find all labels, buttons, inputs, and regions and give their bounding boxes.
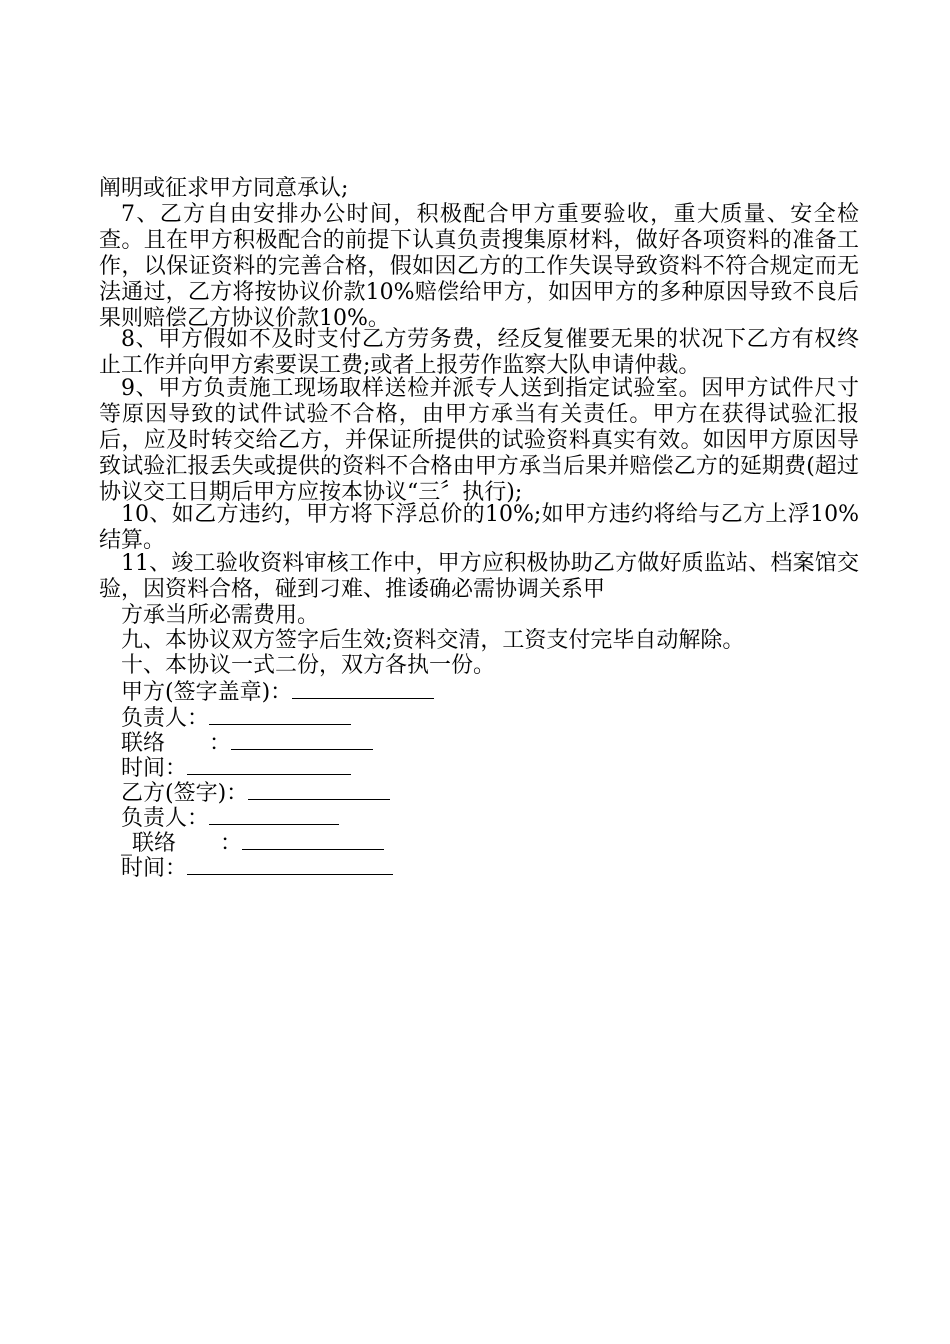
signature-a-responsible-blank — [209, 704, 351, 725]
signature-a-time-blank — [187, 754, 351, 775]
signature-b-time — [121, 854, 393, 882]
signature-b-contact-label: _联络 ： — [121, 831, 243, 856]
paragraph-clause-8: 8、甲方假如不及时支付乙方劳务费，经反复催要无果的状况下乙方有权终止工作并向甲方索要误工费;或者上报劳作监察大队申请仲裁。 — [99, 327, 859, 378]
signature-b-responsible-label: 负责人： — [121, 806, 210, 831]
signature-party-a-label: 甲方(签字盖章)： — [121, 680, 293, 705]
signature-a-contact-blank — [231, 729, 373, 750]
signature-party-b-label: 乙方(签字)： — [121, 781, 249, 806]
signature-b-responsible-blank — [209, 804, 339, 825]
paragraph-article-nine: 九、本协议双方签字后生效;资料交清，工资支付完毕自动解除。 — [121, 628, 745, 653]
signature-b-contact-blank — [242, 829, 384, 850]
signature-party-a-blank — [292, 678, 434, 699]
paragraph-clause-11-tail: 方承当所必需费用。 — [121, 603, 320, 628]
paragraph-clause-11: 11、竣工验收资料审核工作中，甲方应积极协助乙方做好质监站、档案馆交验，因资料合格，碰到刁难、推诿确必需协调关系甲 — [99, 551, 859, 602]
paragraph-article-ten: 十、本协议一式二份，双方各执一份。 — [121, 653, 496, 678]
signature-party-b-blank — [248, 779, 390, 800]
paragraph-clause-7: 7、乙方自由安排办公时间，积极配合甲方重要验收，重大质量、安全检查。且在甲方积极配合的前提下认真负责搜集原材料，做好各项资料的准备工作，以保证资料的完善合格，假如因乙方的工作失误导致资料不符合规定而无法通过，乙方将按协议价款10%赔偿给甲方，如因甲方的多种原因导致不良后果则赔偿乙方协议价款10%。 — [99, 202, 859, 331]
signature-party-b — [121, 779, 390, 807]
signature-party-a — [121, 678, 434, 706]
signature-a-contact — [121, 729, 373, 757]
paragraph-continuation: 阐明或征求甲方同意承认; — [99, 176, 349, 201]
signature-b-time-label: 时间： — [121, 856, 188, 881]
signature-b-time-blank — [187, 854, 393, 875]
signature-a-responsible-label: 负责人： — [121, 706, 210, 731]
signature-a-contact-label: 联络 ： — [121, 731, 232, 756]
signature-b-contact — [121, 829, 384, 857]
signature-b-responsible — [121, 804, 339, 832]
signature-a-responsible — [121, 704, 351, 732]
paragraph-clause-10: 10、如乙方违约，甲方将下浮总价的10%;如甲方违约将给与乙方上浮10%结算。 — [99, 502, 859, 553]
signature-a-time — [121, 754, 351, 782]
signature-a-time-label: 时间： — [121, 756, 188, 781]
paragraph-clause-9: 9、甲方负责施工现场取样送检并派专人送到指定试验室。因甲方试件尺寸等原因导致的试件试验不合格，由甲方承当有关责任。甲方在获得试验汇报后，应及时转交给乙方，并保证所提供的试验资料真实有效。如因甲方原因导致试验汇报丢失或提供的资料不合格由甲方承当后果并赔偿乙方的延期费(超过协议交工日期后甲方应按本协议“三〞执行); — [99, 376, 859, 505]
